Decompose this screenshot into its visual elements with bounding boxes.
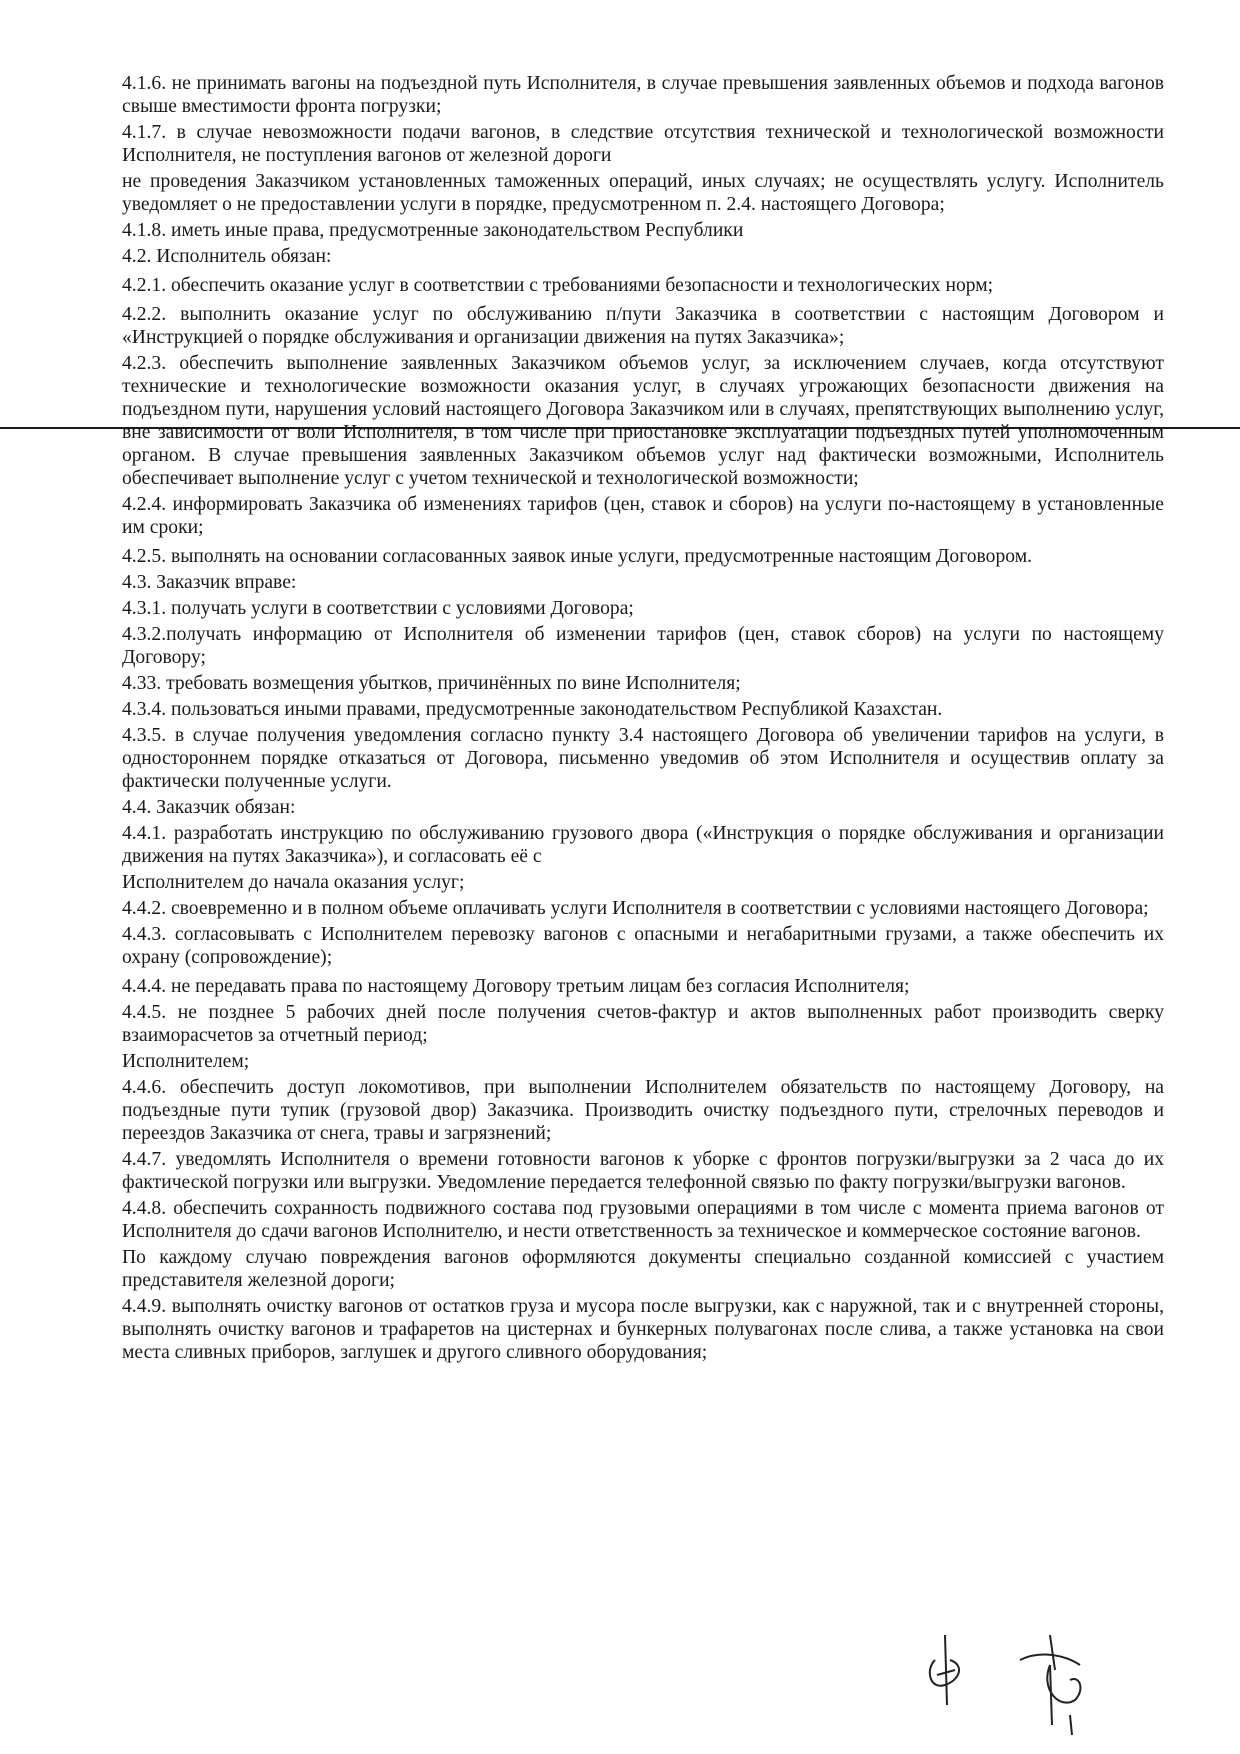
clause-4-3-3: 4.33. требовать возмещения убытков, причинённых по вине Исполнителя; [122, 673, 741, 694]
clause-4-2-3: 4.2.3. обеспечить выполнение заявленных Заказчиком объемов услуг, за исключением случаев, когда отсутствуют технические и технологические возможности оказания услуг, в случаях угрожающих безопасности движения на подъездном пути, нарушения условий настоящего Договора Заказчиком или в случаях, препятствующих выполнению услуг, вне зависимости от воли Исполнителя, в том числе при приостановке эксплуатации подъездных путей уполномоченным органом. В случае превышения заявленных Заказчиком объемов услуг над фактически возможными, Исполнитель обеспечивает выполнение услуг с учетом технической и технологической возможности; [122, 353, 1164, 489]
contract-text [122, 72, 1164, 1367]
clause-4-1-7: 4.1.7. в случае невозможности подачи вагонов, в следствие отсутствия технической и технологической возможности Исполнителя, не поступления вагонов от железной дороги [122, 122, 1164, 166]
clause-4-3-1: 4.3.1. получать услуги в соответствии с условиями Договора; [122, 598, 634, 619]
clause-4-4-5: 4.4.5. не позднее 5 рабочих дней после получения счетов-фактур и актов выполненных работ производить сверку взаиморасчетов за отчетный период; [122, 1002, 1164, 1046]
section-4-4-heading: 4.4. Заказчик обязан: [122, 797, 296, 818]
clause-4-4-1: 4.4.1. разработать инструкцию по обслуживанию грузового двора («Инструкция о порядке обслуживания и организации движения на путях Заказчика»), и согласовать её с [122, 823, 1164, 867]
clause-4-4-7: 4.4.7. уведомлять Исполнителя о времени готовности вагонов к уборке с фронтов погрузки/выгрузки за 2 часа до их фактической погрузки или выгрузки. Уведомление передается телефонной связью по факту погрузки/выгрузки вагонов. [122, 1149, 1164, 1193]
clause-4-3-4: 4.3.4. пользоваться иными правами, предусмотренные законодательством Республикой Казахстан. [122, 699, 943, 720]
clause-4-4-6: 4.4.6. обеспечить доступ локомотивов, при выполнении Исполнителем обязательств по настоящему Договору, на подъездные пути тупик (грузовой двор) Заказчика. Производить очистку подъездного пути, стрелочных переводов и переездов Заказчика от снега, травы и загрязнений; [122, 1077, 1164, 1144]
clause-4-4-1-continued: Исполнителем до начала оказания услуг; [122, 872, 465, 893]
clause-4-2-1: 4.2.1. обеспечить оказание услуг в соответствии с требованиями безопасности и технологических норм; [122, 275, 994, 296]
horizontal-rule [0, 427, 1240, 429]
clause-4-1-8: 4.1.8. иметь иные права, предусмотренные законодательством Республики [122, 220, 744, 241]
clause-4-4-2: 4.4.2. своевременно и в полном объеме оплачивать услуги Исполнителя в соответствии с условиями настоящего Договора; [122, 898, 1149, 919]
signature-right [1010, 1630, 1100, 1740]
clause-4-1-7-continued: не проведения Заказчиком установленных таможенных операций, иных случаях; не осуществлять услугу. Исполнитель уведомляет о не предоставлении услуги в порядке, предусмотренном п. 2.4. настоящего Договора; [122, 171, 1164, 215]
clause-4-2-2: 4.2.2. выполнить оказание услуг по обслуживанию п/пути Заказчика в соответствии с настоящим Договором и «Инструкцией о порядке обслуживания и организации движения на путях Заказчика»; [122, 304, 1164, 348]
clause-4-2-5: 4.2.5. выполнять на основании согласованных заявок иные услуги, предусмотренные настоящим Договором. [122, 546, 1032, 567]
damage-note: По каждому случаю повреждения вагонов оформляются документы специально созданной комиссией с участием представителя железной дороги; [122, 1247, 1164, 1291]
clause-4-4-9: 4.4.9. выполнять очистку вагонов от остатков груза и мусора после выгрузки, как с наружной, так и с внутренней стороны, выполнять очистку вагонов и трафаретов на цистернах и бункерных полувагонах после слива, а также установка на свои места сливных приборов, заглушек и другого сливного оборудования; [122, 1296, 1164, 1363]
signature-left [915, 1630, 975, 1710]
clause-4-1-6: 4.1.6. не принимать вагоны на подъездной путь Исполнителя, в случае превышения заявленных объемов и подхода вагонов свыше вместимости фронта погрузки; [122, 73, 1164, 117]
section-4-3-heading: 4.3. Заказчик вправе: [122, 572, 297, 593]
clause-4-3-5: 4.3.5. в случае получения уведомления согласно пункту 3.4 настоящего Договора об увеличении тарифов на услуги, в одностороннем порядке отказаться от Договора, письменно уведомив об этом Исполнителя и осуществив оплату за фактически полученные услуги. [122, 725, 1164, 792]
section-4-2-heading: 4.2. Исполнитель обязан: [122, 246, 332, 267]
clause-4-2-4: 4.2.4. информировать Заказчика об изменениях тарифов (цен, ставок и сборов) на услуги по-настоящему в установленные им сроки; [122, 494, 1164, 538]
clause-4-3-2: 4.3.2.получать информацию от Исполнителя об изменении тарифов (цен, ставок сборов) на услуги по настоящему Договору; [122, 624, 1164, 668]
clause-4-4-3: 4.4.3. согласовывать с Исполнителем перевозку вагонов с опасными и негабаритными грузами, а также обеспечить их охрану (сопровождение); [122, 924, 1164, 968]
clause-4-4-4: 4.4.4. не передавать права по настоящему Договору третьим лицам без согласия Исполнителя; [122, 976, 910, 997]
clause-4-4-5-continued: Исполнителем; [122, 1051, 250, 1072]
clause-4-4-8: 4.4.8. обеспечить сохранность подвижного состава под грузовыми операциями в том числе с момента приема вагонов от Исполнителя до сдачи вагонов Исполнителю, и нести ответственность за техническое и коммерческое состояние вагонов. [122, 1198, 1164, 1242]
